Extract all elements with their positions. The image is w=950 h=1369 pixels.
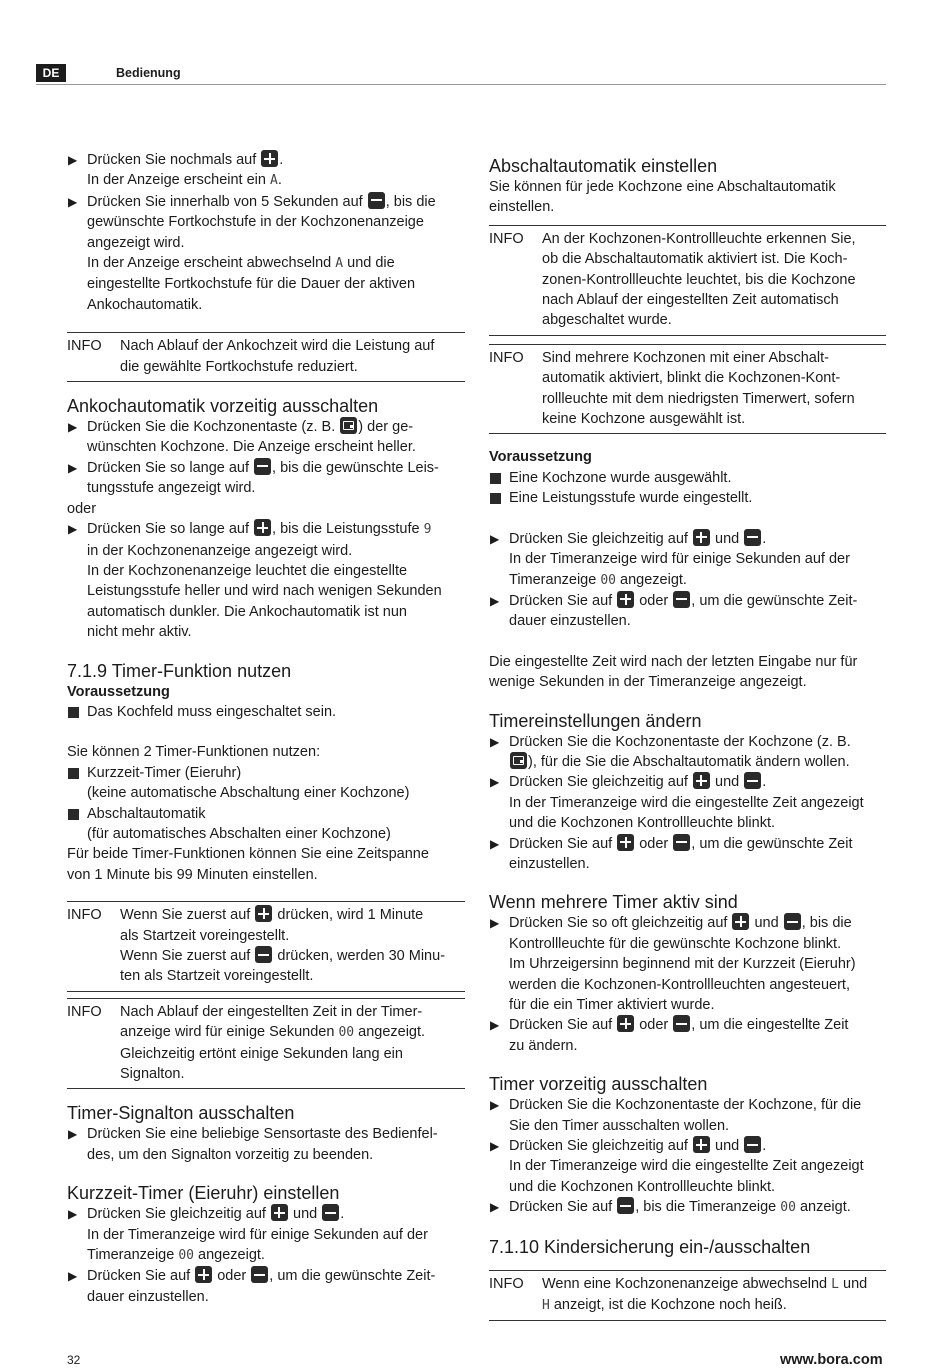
section-title: Bedienung <box>116 66 181 80</box>
arrow-bullet-icon: ▶ <box>68 522 78 537</box>
heading: Timereinstellungen ändern <box>489 710 702 731</box>
list-item: ▶ Drücken Sie gleichzeitig auf und . <box>489 772 886 792</box>
heading: Timer-Signalton ausschalten <box>67 1103 295 1124</box>
list-item: ▶ Drücken Sie auf oder , um die gewünschte Zeit <box>489 834 886 854</box>
minus-key-icon <box>368 192 385 209</box>
info-box: INFO Nach Ablauf der Ankochzeit wird die Leistung auf die gewählte Fortkochstufe reduziert. <box>67 332 465 382</box>
plus-key-icon <box>254 519 271 536</box>
minus-key-icon <box>744 772 761 789</box>
square-bullet-icon <box>490 473 501 484</box>
left-column: ▶ Drücken Sie nochmals auf . In der Anzeige erscheint ein A. ▶ Drücken Sie innerhalb von 5 Sekunden auf , bis die gewünschte Fortkochstufe in der Kochzonenanzeige angezeigt wird. In der Anzeige erscheint abwechselnd A und die eingestellte Fortkochstufe für die Dauer der aktiven Ankochautomatik. INFO Nach Ablauf der Ankochzeit wird die Leistung auf die gewählte Fortkochstufe reduziert. Ankochautomatik vorzeitig ausschalten ▶ Drücken Sie die Kochzonentaste (z. B. ) der ge- wünschten Kochzone. Die Anzeige erscheint heller. ▶ Drücken Sie so lange auf , bis die gewünschte Leis- tungsstufe angezeigt wird. oder ▶ Drücken Sie so lange auf , bis die Leistungsstufe 9 in der Kochzonenanzeige angezeigt wird. In der Kochzonenanzeige leuchtet die eingestellte Leistungsstufe heller und wird nach wenigen Sekunden automatisch dunkler. Die Ankochautomatik ist nun nicht mehr aktiv. 7.1.9 Timer-Funktion nutzen Voraussetzung Das Kochfeld muss eingeschaltet sein. Sie können 2 Timer-Funktionen nutzen: Kurzzeit-Timer (Eieruhr) (keine automatische Abschaltung einer Kochzone) Abschaltautomatik (für automatisches Abschalten einer Kochzone) Für beide Timer-Funktionen können Sie eine Zeitspanne von 1 Minute bis 99 Minuten einstellen. INFO Wenn Sie zuerst auf drücken, wird 1 Minute als Startzeit voreingestellt. Wenn Sie zuerst auf drücken, werden 30 Minu- ten als Startzeit voreingestellt. INFO Nach Ablauf der eingestellten Zeit in der Timer- anzeige wird für einige Sekunden 00 angezeigt. Gleichzeitig ertönt einige Sekunden lang ein Signalton. Timer-Signalton ausschalten ▶ Drücken Sie eine beliebige Sensortaste des Bedienfel- des, um den Signalton vorzeitig zu beenden. Kurzzeit-Timer (Eieruhr) einstellen ▶ Drücken Sie gleichzeitig auf und . In der Timeranzeige wird für einige Sekunden auf der Timeranzeige 00 angezeigt. ▶ Drücken Sie auf oder , um die gewünschte Zeit- dauer einzustellen. <box>67 150 465 1307</box>
minus-key-icon <box>744 1136 761 1153</box>
plus-key-icon <box>693 1136 710 1153</box>
right-column: Abschaltautomatik einstellen Sie können für jede Kochzone eine Abschaltautomatik einstellen. INFO An der Kochzonen-Kontrollleuchte erkennen Sie, ob die Abschaltautomatik aktiviert ist. Die Koch- zonen-Kontrollleuchte leuchtet, bis die Kochzone nach Ablauf der eingestellten Zeit automatisch abgeschaltet wurde. INFO Sind mehrere Kochzonen mit einer Abschalt- automatik aktiviert, blinkt die Kochzonen-Kont- rollleuchte mit dem niedrigsten Timerwert, sofern keine Kochzone ausgewählt ist. Voraussetzung Eine Kochzone wurde ausgewählt. Eine Leistungsstufe wurde eingestellt. ▶ Drücken Sie gleichzeitig auf und . In der Timeranzeige wird für einige Sekunden auf der Timeranzeige 00 angezeigt. ▶ Drücken Sie auf oder , um die gewünschte Zeit- dauer einzustellen. Die eingestellte Zeit wird nach der letzten Eingabe nur für wenige Sekunden in der Timeranzeige angezeigt. Timereinstellungen ändern ▶ Drücken Sie die Kochzonentaste der Kochzone (z. B. ), für die Sie die Abschaltautomatik ändern wollen. ▶ Drücken Sie gleichzeitig auf und . In der Timeranzeige wird die eingestellte Zeit angezeigt und die Kochzonen Kontrollleuchte blinkt. ▶ Drücken Sie auf oder , um die gewünschte Zeit einzustellen. Wenn mehrere Timer aktiv sind ▶ Drücken Sie so oft gleichzeitig auf und , bis die Kontrollleuchte für die gewünschte Kochzone blinkt. Im Uhrzeigersinn beginnend mit der Kurzzeit (Eieruhr) werden die Kochzonen-Kontrollleuchten angesteuert, für die ein Timer aktiviert wurde. ▶ Drücken Sie auf oder , um die eingestellte Zeit zu ändern. Timer vorzeitig ausschalten ▶ Drücken Sie die Kochzonentaste der Kochzone, für die Sie den Timer ausschalten wollen. ▶ Drücken Sie gleichzeitig auf und . In der Timeranzeige wird die eingestellte Zeit angezeigt und die Kochzonen Kontrollleuchte blinkt. ▶ Drücken Sie auf , bis die Timeranzeige 00 anzeigt. 7.1.10 Kindersicherung ein-/ausschalten INFO Wenn eine Kochzonenanzeige abwechselnd L und H anzeigt, ist die Kochzone noch heiß. <box>489 150 886 1321</box>
heading: Timer vorzeitig ausschalten <box>489 1074 708 1095</box>
plus-key-icon <box>255 905 272 922</box>
square-bullet-icon <box>490 493 501 504</box>
arrow-bullet-icon: ▶ <box>490 1018 500 1033</box>
arrow-bullet-icon: ▶ <box>490 775 500 790</box>
arrow-bullet-icon: ▶ <box>490 1139 500 1154</box>
footer-url: www.bora.com <box>780 1352 883 1368</box>
info-box: INFO Wenn Sie zuerst auf drücken, wird 1 Minute als Startzeit voreingestellt. Wenn Sie zuerst auf drücken, werden 30 Minu- ten als Startzeit voreingestellt. <box>67 901 465 992</box>
arrow-bullet-icon: ▶ <box>68 194 78 209</box>
square-bullet-icon <box>68 809 79 820</box>
language-tag: DE <box>36 64 66 82</box>
arrow-bullet-icon: ▶ <box>490 531 500 546</box>
list-item: ▶ Drücken Sie auf oder , um die eingestellte Zeit <box>489 1015 886 1035</box>
list-item: ▶ Drücken Sie nochmals auf . <box>67 150 465 170</box>
plus-key-icon <box>617 1015 634 1032</box>
arrow-bullet-icon: ▶ <box>490 593 500 608</box>
arrow-bullet-icon: ▶ <box>490 1200 500 1215</box>
arrow-bullet-icon: ▶ <box>68 153 78 167</box>
plus-key-icon <box>732 913 749 930</box>
arrow-bullet-icon: ▶ <box>68 1207 78 1222</box>
list-item: ▶ Drücken Sie auf oder , um die gewünschte Zeit- <box>489 591 886 611</box>
arrow-bullet-icon: ▶ <box>68 420 78 435</box>
arrow-bullet-icon: ▶ <box>68 1127 78 1142</box>
minus-key-icon <box>673 1015 690 1032</box>
list-item: ▶ Drücken Sie auf , bis die Timeranzeige 00 anzeigt. <box>489 1197 886 1218</box>
plus-key-icon <box>617 591 634 608</box>
square-bullet-icon <box>68 707 79 718</box>
list-item: ▶ Drücken Sie auf oder , um die gewünschte Zeit- <box>67 1266 465 1286</box>
plus-key-icon <box>195 1266 212 1283</box>
minus-key-icon <box>784 913 801 930</box>
list-item: ▶ Drücken Sie gleichzeitig auf und . <box>489 529 886 549</box>
arrow-bullet-icon: ▶ <box>68 1269 78 1284</box>
list-item: ▶ Drücken Sie innerhalb von 5 Sekunden auf , bis die <box>67 192 465 212</box>
plus-key-icon <box>693 772 710 789</box>
square-bullet-icon <box>68 768 79 779</box>
arrow-bullet-icon: ▶ <box>68 460 78 475</box>
zone-key-icon <box>510 752 527 769</box>
info-box: INFO An der Kochzonen-Kontrollleuchte erkennen Sie, ob die Abschaltautomatik aktiviert ist. Die Koch- zonen-Kontrollleuchte leuchtet, bis die Kochzone nach Ablauf der eingestellten Zeit automatisch abgeschaltet wurde. <box>489 225 886 336</box>
list-item: ▶ Drücken Sie die Kochzonentaste (z. B. ) der ge- <box>67 417 465 437</box>
minus-key-icon <box>322 1204 339 1221</box>
page-header <box>36 62 886 85</box>
info-box: INFO Sind mehrere Kochzonen mit einer Abschalt- automatik aktiviert, blinkt die Kochzonen-Kont- rollleuchte mit dem niedrigsten Timerwert, sofern keine Kochzone ausgewählt ist. <box>489 344 886 435</box>
minus-key-icon <box>744 529 761 546</box>
minus-key-icon <box>251 1266 268 1283</box>
heading: Kurzzeit-Timer (Eieruhr) einstellen <box>67 1183 340 1204</box>
heading: Wenn mehrere Timer aktiv sind <box>489 892 738 913</box>
arrow-bullet-icon: ▶ <box>490 734 500 749</box>
plus-key-icon <box>261 150 278 167</box>
list-item: ▶ Drücken Sie so lange auf , bis die gewünschte Leis- <box>67 458 465 478</box>
heading: 7.1.10 Kindersicherung ein-/ausschalten <box>489 1236 811 1257</box>
list-item: ▶ Drücken Sie gleichzeitig auf und . <box>67 1204 465 1224</box>
page-number: 32 <box>67 1353 81 1367</box>
list-item: ▶ Drücken Sie die Kochzonentaste der Kochzone, für die <box>489 1095 886 1115</box>
minus-key-icon <box>254 458 271 475</box>
arrow-bullet-icon: ▶ <box>490 916 500 931</box>
heading: Ankochautomatik vorzeitig ausschalten <box>67 396 379 417</box>
list-item: ▶ Drücken Sie gleichzeitig auf und . <box>489 1136 886 1156</box>
minus-key-icon <box>673 834 690 851</box>
list-item: ▶ Drücken Sie so lange auf , bis die Leistungsstufe 9 <box>67 519 465 540</box>
list-item: ▶ Drücken Sie so oft gleichzeitig auf und , bis die <box>489 913 886 933</box>
minus-key-icon <box>255 946 272 963</box>
list-item: ▶ Drücken Sie eine beliebige Sensortaste des Bedienfel- <box>67 1124 465 1144</box>
zone-key-icon <box>340 417 357 434</box>
plus-key-icon <box>617 834 634 851</box>
plus-key-icon <box>271 1204 288 1221</box>
arrow-bullet-icon: ▶ <box>490 1098 500 1113</box>
heading: Abschaltautomatik einstellen <box>489 156 718 176</box>
list-item: ▶ Drücken Sie die Kochzonentaste der Kochzone (z. B. <box>489 732 886 752</box>
minus-key-icon <box>673 591 690 608</box>
info-box: INFO Nach Ablauf der eingestellten Zeit in der Timer- anzeige wird für einige Sekunden 00 angezeigt. Gleichzeitig ertönt einige Sekunden lang ein Signalton. <box>67 998 465 1090</box>
heading: 7.1.9 Timer-Funktion nutzen <box>67 660 292 681</box>
info-box: INFO Wenn eine Kochzonenanzeige abwechselnd L und H anzeigt, ist die Kochzone noch heiß. <box>489 1270 886 1322</box>
plus-key-icon <box>693 529 710 546</box>
arrow-bullet-icon: ▶ <box>490 836 500 851</box>
minus-key-icon <box>617 1197 634 1214</box>
